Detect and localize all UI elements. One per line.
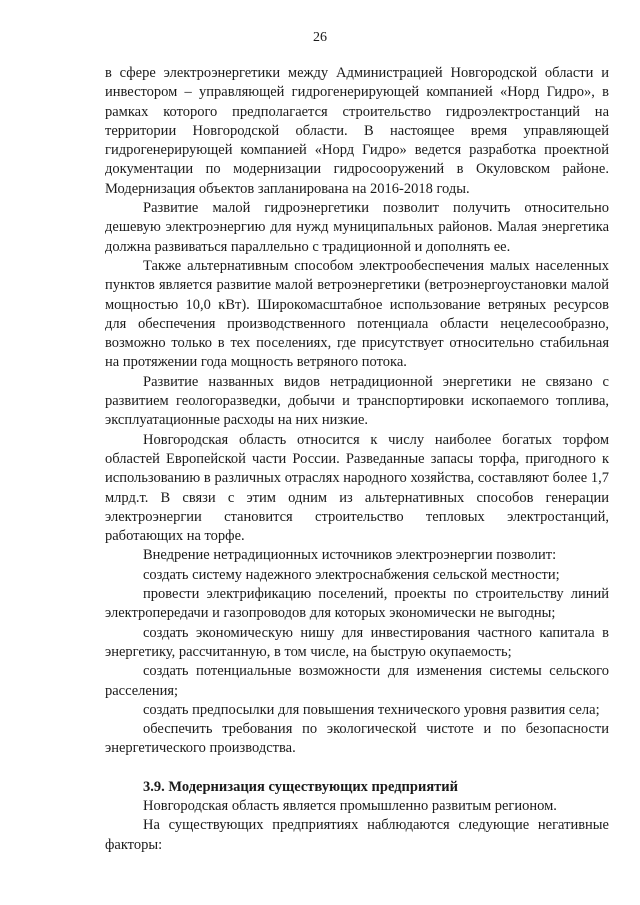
paragraph-peat: Новгородская область относится к числу наиболее богатых торфом областей Европейской части России. Разведанные запасы торфа, пригодного к использованию в различных отраслях народного хозяйства, составляют более 1,7 млрд.т. В связи с этим одним из альтернативных способов генерации электроэнергии становится строительство тепловых электростанций, работающих на торфе. (105, 431, 609, 545)
paragraph-continuation: в сфере электроэнергетики между Администрацией Новгородской области и инвестором – управляющей гидрогенерирующей компанией «Норд Гидро», в рамках которого предполагается строительство гидроэлектростанций на территории Новгородской области. В настоящее время управляющей гидрогенерирующей компанией «Норд Гидро» ведется разработка проектной документации по модернизации гидросооружений в Окуловском районе. Модернизация объектов запланирована на 2016-2018 годы. (105, 65, 609, 197)
paragraph-wind-energy: Также альтернативным способом электрообеспечения малых населенных пунктов является развитие малой ветроэнергетики (ветроэнергоустановки малой мощностью 10,0 кВт). Широкомасштабное использование ветряных ресурсов для обеспечения производственного потенциала области нецелесообразно, возможно только в тех поселениях, где присутствует относительно стабильная на протяжении года мощность ветряного потока. (105, 257, 609, 371)
paragraph-costs: Развитие названных видов нетрадиционной энергетики не связано с развитием геологоразведки, добычи и транспортировки ископаемого топлива, эксплуатационные расходы на них низкие. (105, 373, 609, 429)
list-item: обеспечить требования по экологической чистоте и по безопасности энергетического производства. (105, 721, 609, 757)
list-item: провести электрификацию поселений, проекты по строительству линий электропередачи и газопроводов для которых экономически не выгодны; (105, 586, 609, 622)
page-number: 26 (313, 30, 327, 45)
list-item: создать предпосылки для повышения технического уровня развития села; (143, 701, 600, 718)
paragraph-small-hydro: Развитие малой гидроэнергетики позволит получить относительно дешевую электроэнергию для нужд муниципальных районов. Малая энергетика должна развиваться параллельно с традиционной и дополнять ее. (105, 200, 609, 255)
list-item: создать систему надежного электроснабжения сельской местности; (143, 566, 560, 583)
section-heading: 3.9. Модернизация существующих предприятий (143, 778, 458, 795)
list-item: создать потенциальные возможности для изменения системы сельского расселения; (105, 663, 609, 699)
list-intro: Внедрение нетрадиционных источников электроэнергии позволит: (143, 547, 557, 564)
section-paragraph: На существующих предприятиях наблюдаются следующие негативные факторы: (105, 817, 609, 853)
list-item: создать экономическую нишу для инвестирования частного капитала в энергетику, рассчитанную, в том числе, на быструю окупаемость; (105, 624, 609, 660)
section-paragraph: Новгородская область является промышленно развитым регионом. (143, 797, 557, 814)
document-body (105, 64, 609, 855)
